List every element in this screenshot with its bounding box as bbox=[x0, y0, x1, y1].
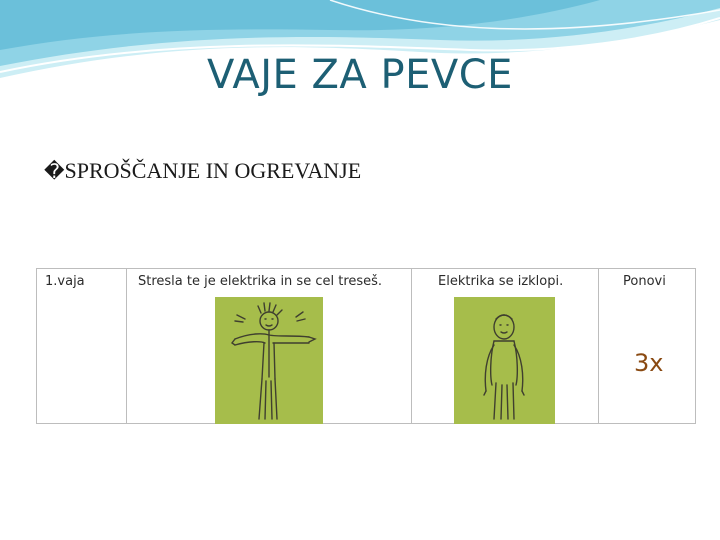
step-2-text: Elektrika se izklopi. bbox=[438, 274, 564, 289]
exercise-table bbox=[36, 268, 696, 424]
repeat-header: Ponovi bbox=[623, 274, 666, 289]
standing-figure-drawing bbox=[454, 297, 555, 424]
bullet-text: SPROŠČANJE IN OGREVANJE bbox=[64, 158, 362, 183]
table-cell-step-1 bbox=[127, 269, 412, 423]
bullet-item bbox=[44, 158, 361, 184]
shaking-figure-drawing bbox=[215, 297, 323, 424]
exercise-number-label: 1.vaja bbox=[45, 274, 85, 289]
repeat-count: 3x bbox=[634, 349, 664, 377]
table-cell-repeat bbox=[599, 269, 696, 423]
table-cell-step-2 bbox=[412, 269, 599, 423]
standing-stick-figure-icon bbox=[454, 297, 555, 424]
table-cell-exercise-number bbox=[37, 269, 127, 423]
slide-title: VAJE ZA PEVCE bbox=[207, 52, 513, 98]
bullet-glyph: � bbox=[44, 159, 65, 183]
step-1-text: Stresla te je elektrika in se cel treseš. bbox=[138, 274, 383, 289]
shaking-stick-figure-icon bbox=[215, 297, 323, 424]
